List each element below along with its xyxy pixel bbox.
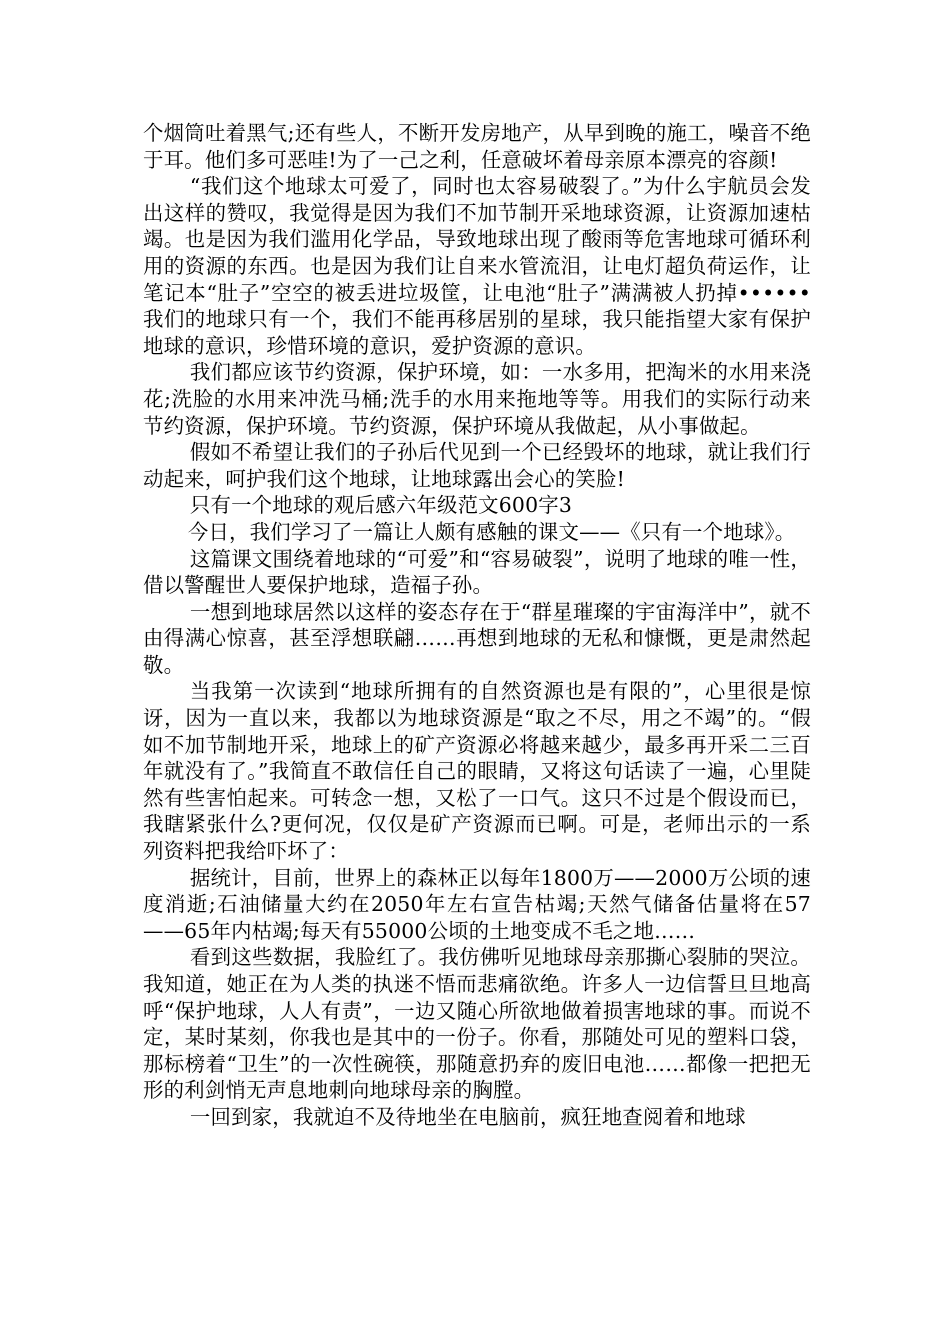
paragraph-1: 个烟筒吐着黑气;还有些人，不断开发房地产，从早到晚的施工，噪音不绝于耳。他们多可恶哇!为了一己之利，任意破坏着母亲原本漂亮的容颜! (143, 121, 811, 172)
paragraph-7: 一想到地球居然以这样的姿态存在于“群星璀璨的宇宙海洋中”，就不由得满心惊喜，甚至浮想联翩……再想到地球的无私和慷慨，更是肃然起敬。 (143, 599, 811, 677)
paragraph-10: 看到这些数据，我脸红了。我仿佛听见地球母亲那撕心裂肺的哭泣。我知道，她正在为人类的执迷不悟而悲痛欲绝。许多人一边信誓旦旦地高呼“保护地球，人人有责”，一边又随心所欲地做着损害地球的事。而说不定，某时某刻，你我也是其中的一份子。你看，那随处可见的塑料口袋，那标榜着“卫生”的一次性碗筷，那随意扔弃的废旧电池……都像一把把无形的利剑悄无声息地刺向地球母亲的胸膛。 (143, 945, 811, 1103)
paragraph-9: 据统计，目前，世界上的森林正以每年1800万——2000万公顷的速度消逝;石油储量大约在2050年左右宣告枯竭;天然气储备估量将在57——65年内枯竭;每天有55000公顷的土地变成不毛之地…… (143, 865, 811, 943)
paragraph-11: 一回到家，我就迫不及待地坐在电脑前，疯狂地查阅着和地球 (189, 1104, 746, 1129)
paragraph-6: 这篇课文围绕着地球的“可爱”和“容易破裂”，说明了地球的唯一性，借以警醒世人要保护地球，造福子孙。 (143, 546, 811, 598)
document-page (143, 120, 811, 1131)
paragraph-3: 我们都应该节约资源，保护环境，如：一水多用，把淘米的水用来浇花;洗脸的水用来冲洗马桶;洗手的水用来拖地等等。用我们的实际行动来节约资源，保护环境。节约资源，保护环境从我做起，从小事做起。 (143, 360, 811, 438)
section-heading: 只有一个地球的观后感六年级范文600字3 (189, 493, 573, 518)
paragraph-2: “我们这个地球太可爱了，同时也太容易破裂了。”为什么宇航员会发出这样的赞叹，我觉得是因为我们不加节制开采地球资源，让资源加速枯竭。也是因为我们滥用化学品，导致地球出现了酸雨等危害地球可循环利用的资源的东西。也是因为我们让自来水管流泪，让电灯超负荷运作，让笔记本“肚子”空空的被丢进垃圾筐，让电池“肚子”满满被人扔掉••••••我们的地球只有一个，我们不能再移居别的星球，我只能指望大家有保护地球的意识，珍惜环境的意识，爱护资源的意识。 (143, 174, 811, 358)
paragraph-8: 当我第一次读到“地球所拥有的自然资源也是有限的”，心里很是惊讶，因为一直以来，我都以为地球资源是“取之不尽，用之不竭”的。“假如不加节制地开采，地球上的矿产资源必将越来越少，最多再开采二三百年就没有了。”我简直不敢信任自己的眼睛，又将这句话读了一遍，心里陡然有些害怕起来。可转念一想，又松了一口气。这只不过是个假设而已，我瞎紧张什么?更何况，仅仅是矿产资源而已啊。可是，老师出示的一系列资料把我给吓坏了： (143, 679, 811, 864)
paragraph-5: 今日，我们学习了一篇让人颇有感触的课文——《只有一个地球》。 (187, 519, 796, 544)
paragraph-4: 假如不希望让我们的子孙后代见到一个已经毁坏的地球，就让我们行动起来，呵护我们这个地球，让地球露出会心的笑脸! (143, 440, 811, 491)
